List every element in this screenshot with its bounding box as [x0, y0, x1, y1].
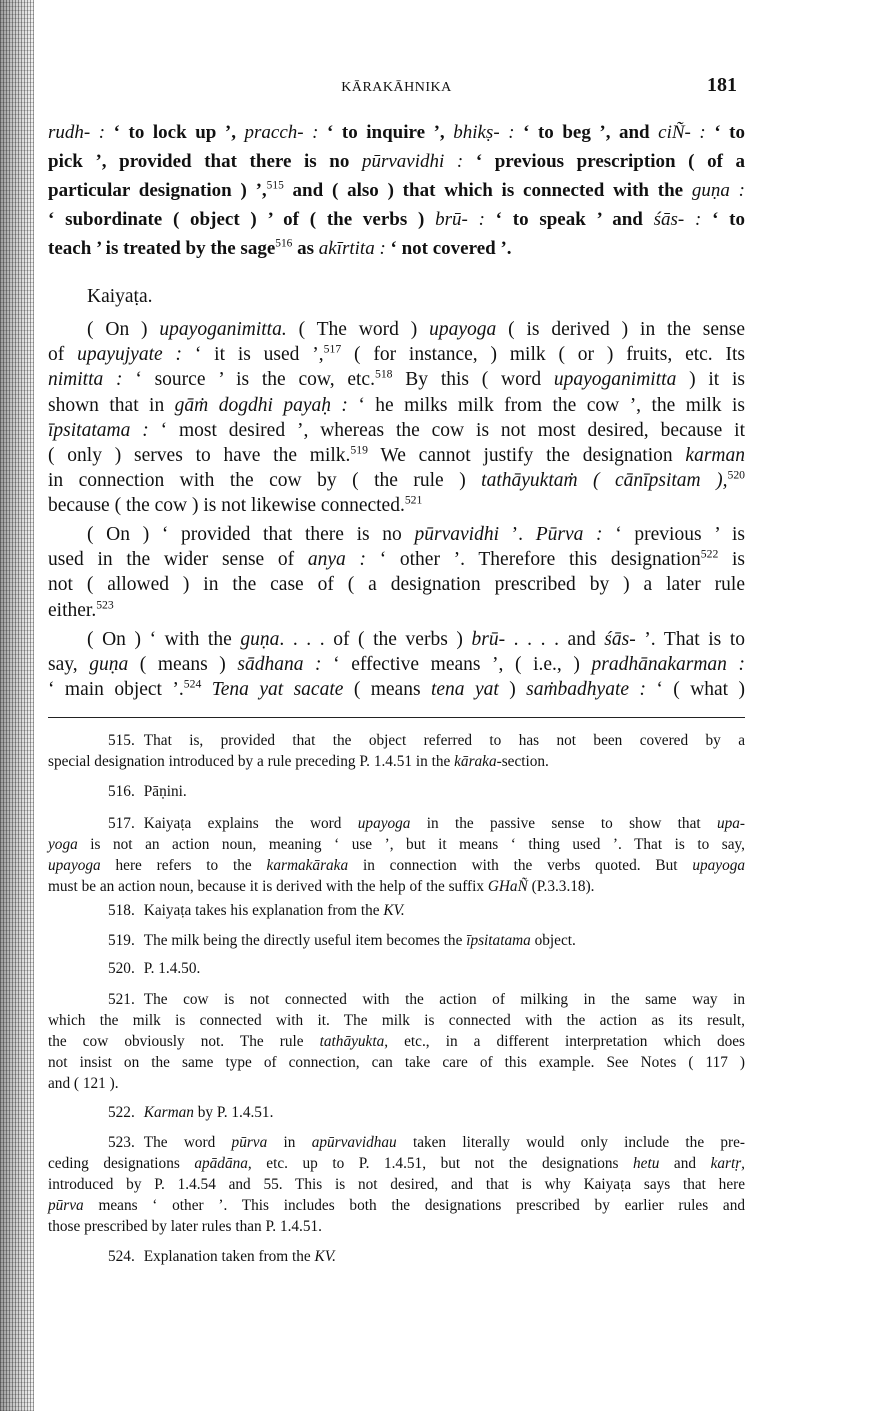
text-run: ( is derived ) in the sense: [496, 319, 745, 340]
italic-text: Tena yat sacate: [211, 679, 344, 701]
text-run: ( On ): [87, 319, 160, 340]
italic-text: gāṁ dogdhi payaḥ :: [174, 394, 359, 416]
text-line: [48, 572, 745, 597]
italic-text: kartṛ,: [710, 1155, 745, 1172]
text-run: The word: [143, 1134, 232, 1151]
italic-text: yoga: [48, 836, 78, 853]
footnote-number: 521.: [108, 991, 135, 1008]
text-run: ( On ) ‘ provided that there is no: [87, 524, 415, 545]
footnote-518: [48, 900, 745, 921]
italic-text: upayoga: [48, 857, 101, 874]
text-run: ‘ to inquire ’,: [327, 122, 454, 143]
italic-text: upayoga: [357, 815, 411, 832]
text-run: of: [48, 344, 78, 366]
text-run: ‘ to beg ’, and: [523, 122, 659, 143]
text-run: ‘ source ’ is the cow, etc.: [135, 369, 375, 391]
italic-text: tathāyukta: [319, 1033, 385, 1050]
text-line: [48, 1052, 745, 1073]
text-line: [48, 930, 745, 951]
footnote-number: 523.: [108, 1134, 135, 1151]
text-run: ’.: [498, 524, 536, 545]
text-run: ‘ not covered ’.: [390, 238, 512, 259]
text-run: is not an action noun, meaning ‘ use ’, but it means ‘ thing used ’. That is to say,: [77, 836, 745, 853]
text-line: [48, 1216, 745, 1237]
text-run: introduced by P. 1.4.54 and 55. This is not desired, and that is why Kaiyaṭa says that here: [48, 1176, 745, 1193]
footnote-ref: 524: [183, 677, 202, 691]
text-line: [48, 1010, 745, 1031]
footnote-ref: 518: [374, 367, 393, 381]
text-run: ‘ to: [712, 209, 745, 230]
italic-text: anya :: [307, 549, 380, 571]
footnote-ref: 516: [275, 237, 293, 250]
text-run: ( The word ): [286, 319, 430, 340]
text-line: [48, 468, 745, 493]
text-run: ‘ to lock up ’,: [113, 122, 245, 143]
italic-text: tathāyuktaṁ ( cānīpsitam ),: [481, 470, 728, 492]
italic-text: guṇa: [89, 654, 129, 676]
text-run: special designation introduced by a rule preceding P. 1.4.51 in the: [48, 753, 455, 770]
footnote-523: [48, 1132, 745, 1237]
text-line: [48, 1102, 745, 1123]
text-run: by P. 1.4.51.: [193, 1104, 274, 1121]
footnote-number: 518.: [108, 902, 135, 919]
footnote-521: [48, 989, 745, 1094]
text-line: [48, 367, 745, 392]
text-run: ‘ ( what ): [656, 679, 746, 701]
text-line: [48, 989, 745, 1010]
text-run: and: [659, 1155, 711, 1172]
text-run: is: [718, 549, 745, 571]
text-run: teach ’ is treated by the sage: [48, 238, 276, 259]
text-run: [201, 679, 211, 700]
italic-text: upayoganimitta: [553, 369, 677, 391]
text-run: which the milk is connected with it. The milk is connected with the action as its result,: [48, 1012, 745, 1029]
text-run: By this ( word: [392, 369, 554, 391]
text-run: ‘ previous ’ is: [615, 524, 745, 545]
italic-text: pūrvavidhi :: [361, 151, 476, 172]
italic-text: ciÑ- :: [658, 122, 715, 143]
text-line: [48, 781, 745, 802]
footnote-ref: 520: [727, 468, 745, 482]
text-run: ‘ previous prescription ( of a: [475, 151, 745, 172]
text-run: ( means ): [128, 654, 238, 676]
text-line: [48, 751, 745, 772]
text-line: [48, 205, 745, 234]
footnote-number: 520.: [108, 960, 135, 977]
text-run: ‘ other ’. Therefore this designation: [379, 549, 701, 571]
footnote-number: 524.: [108, 1248, 135, 1265]
text-line: [48, 958, 745, 979]
text-run: ‘ to speak ’ and: [495, 209, 654, 230]
text-line: [48, 900, 745, 921]
paragraph-continuation: [48, 118, 745, 263]
text-run: because ( the cow ) is not likewise connected.: [48, 495, 405, 517]
footnote-522: [48, 1102, 745, 1123]
text-run: shown that in: [48, 394, 175, 416]
text-run: taken literally would only include the pre-: [396, 1134, 746, 1151]
footnote-ref: 515: [266, 179, 284, 192]
text-run: those prescribed by later rules than P. 1.4.51.: [48, 1218, 323, 1235]
text-run: object.: [530, 932, 576, 949]
text-run: in the passive sense to show that: [410, 815, 717, 832]
section-heading: Kaiyaṭa.: [87, 286, 153, 307]
text-line: [48, 627, 745, 652]
text-run: Kaiyaṭa explains the word: [143, 815, 358, 832]
italic-text: akīrtita :: [318, 238, 391, 259]
text-line: [48, 1174, 745, 1195]
text-run: and ( 121 ).: [48, 1075, 119, 1092]
italic-text: upayoganimitta.: [159, 319, 287, 340]
italic-text: śās-: [604, 629, 636, 650]
text-run: either.: [48, 599, 97, 621]
page-header: [48, 74, 745, 100]
text-line: [48, 1073, 745, 1094]
text-run: in connection with the cow by ( the rule ): [48, 470, 482, 492]
text-line: [48, 234, 745, 263]
text-line: [48, 176, 745, 205]
text-run: in: [267, 1134, 312, 1151]
text-run: P. 1.4.50.: [143, 960, 201, 977]
text-line: [48, 1195, 745, 1216]
italic-text: apādāna: [194, 1155, 248, 1172]
text-run: The cow is not connected with the action of milking in the same way in: [143, 991, 745, 1008]
italic-text: Pūrva :: [535, 524, 616, 545]
text-run: Pāṇini.: [143, 783, 187, 800]
footnote-517: [48, 813, 745, 897]
footnote-520: [48, 958, 745, 979]
text-line: [48, 813, 745, 834]
running-title: KĀRAKĀHNIKA: [341, 80, 452, 95]
text-run: ‘ it is used ’,: [194, 344, 324, 366]
text-run: in connection with the verbs quoted. But: [348, 857, 693, 874]
text-run: ’. That is to: [635, 629, 745, 650]
text-run: used in the wider sense of: [48, 549, 308, 571]
italic-text: upayoga: [692, 857, 746, 874]
footnote-ref: 519: [350, 443, 368, 457]
italic-text: apūrvavidhau: [311, 1134, 397, 1151]
text-run: . . . . of ( the verbs ): [279, 629, 472, 650]
text-run: ‘ main object ’.: [48, 679, 184, 701]
page-number: 181: [707, 74, 737, 96]
italic-text: brū- :: [435, 209, 496, 230]
paragraph-guna: [48, 627, 745, 703]
footnote-number: 517.: [108, 815, 135, 832]
text-run: . . . . and: [505, 629, 605, 650]
italic-text: GHaÑ: [487, 878, 528, 895]
text-line: [48, 342, 745, 367]
text-line: [48, 652, 745, 677]
text-run: (P.3.3.18).: [527, 878, 595, 895]
italic-text: KV.: [314, 1248, 336, 1265]
footnote-number: 516.: [108, 783, 135, 800]
italic-text: upayujyate :: [77, 344, 195, 366]
footnote-ref: 523: [96, 598, 114, 612]
text-line: [48, 876, 745, 897]
text-run: -section.: [496, 753, 549, 770]
text-run: ) it is: [676, 369, 746, 391]
footnote-number: 519.: [108, 932, 135, 949]
text-line: [48, 730, 745, 751]
text-run: ( for instance, ) milk ( or ) fruits, etc. Its: [341, 344, 746, 366]
text-line: [48, 1153, 745, 1174]
text-line: [48, 1132, 745, 1153]
text-run: particular designation ) ’,: [48, 180, 267, 201]
paragraph-upayoganimitta: [48, 317, 745, 519]
text-run: ‘ to: [714, 122, 746, 143]
text-run: means ‘ other ’. This includes both the designations prescribed by earlier rules and: [83, 1197, 745, 1214]
text-run: ( only ) serves to have the milk.: [48, 444, 351, 466]
text-line: [48, 522, 745, 547]
italic-text: KV.: [383, 902, 405, 919]
footnote-524: [48, 1246, 745, 1267]
italic-text: īpsitatama :: [48, 419, 161, 441]
text-line: [48, 547, 745, 572]
text-run: Kaiyaṭa takes his explanation from the: [143, 902, 384, 919]
italic-text: hetu: [633, 1155, 660, 1172]
italic-text: Karman: [143, 1104, 194, 1121]
text-line: [48, 147, 745, 176]
text-run: That is, provided that the object referred to has not been covered by a: [143, 732, 745, 749]
text-run: Explanation taken from the: [143, 1248, 315, 1265]
footnote-515: [48, 730, 745, 772]
footnote-number: 522.: [108, 1104, 135, 1121]
italic-text: pradhānakarman :: [591, 654, 745, 676]
italic-text: karman: [685, 444, 745, 466]
text-run: ): [498, 679, 527, 701]
text-line: [48, 118, 745, 147]
text-run: must be an action noun, because it is derived with the help of the suffix: [48, 878, 488, 895]
italic-text: rudh- :: [48, 122, 114, 143]
italic-text: guṇa :: [691, 180, 746, 201]
text-run: , etc., in a different interpretation which does: [384, 1033, 745, 1050]
text-run: as: [292, 238, 319, 259]
italic-text: upa-: [716, 815, 745, 832]
text-run: not insist on the same type of connection, can take care of this example. See Notes ( 117 ): [48, 1054, 745, 1071]
text-line: [48, 493, 745, 518]
text-line: [48, 1031, 745, 1052]
text-run: here refers to the: [100, 857, 267, 874]
text-line: [48, 443, 745, 468]
italic-text: brū-: [471, 629, 506, 650]
text-run: ( On ) ‘ with the: [87, 629, 241, 650]
italic-text: guṇa: [240, 629, 280, 650]
text-line: [48, 677, 745, 702]
text-line: [48, 317, 745, 342]
text-run: ‘ most desired ’, whereas the cow is not most desired, because it: [160, 419, 745, 441]
footnote-number: 515.: [108, 732, 135, 749]
text-line: [48, 834, 745, 855]
text-run: ‘ effective means ’, ( i.e., ): [333, 654, 592, 676]
text-line: [48, 418, 745, 443]
italic-text: pūrva: [231, 1134, 268, 1151]
footnote-ref: 521: [404, 493, 423, 507]
italic-text: pracch- :: [244, 122, 328, 143]
text-run: pick ’, provided that there is no: [48, 151, 362, 172]
italic-text: pūrva: [48, 1197, 84, 1214]
text-line: [48, 598, 745, 623]
italic-text: sādhana :: [237, 654, 334, 676]
text-run: We cannot justify the designation: [367, 444, 686, 466]
text-run: , etc. up to P. 1.4.51, but not the designations: [247, 1155, 634, 1172]
footnote-ref: 517: [323, 342, 342, 356]
footnote-divider: [48, 717, 745, 718]
text-line: [48, 1246, 745, 1267]
italic-text: pūrvavidhi: [414, 524, 499, 545]
italic-text: upayoga: [429, 319, 497, 340]
text-line: [48, 393, 745, 418]
footnote-519: [48, 930, 745, 951]
text-line: [48, 855, 745, 876]
italic-text: kāraka: [454, 753, 497, 770]
text-run: The milk being the directly useful item becomes the: [143, 932, 467, 949]
italic-text: śās- :: [653, 209, 713, 230]
text-run: and ( also ) that which is connected with the: [283, 180, 692, 201]
text-run: the cow obviously not. The rule: [48, 1033, 320, 1050]
text-run: ‘ subordinate ( object ) ’ of ( the verbs ): [48, 209, 436, 230]
text-run: ( means: [343, 679, 431, 701]
text-run: say,: [48, 654, 90, 676]
italic-text: īpsitatama: [466, 932, 531, 949]
italic-text: tena yat: [430, 679, 499, 701]
text-run: not ( allowed ) in the case of ( a designation prescribed by ) a later rule: [48, 574, 745, 596]
scan-edge-shadow: [0, 0, 34, 1411]
footnote-ref: 522: [700, 547, 719, 561]
paragraph-purvavidhi: [48, 522, 745, 623]
italic-text: saṁbadhyate :: [526, 679, 657, 701]
italic-text: karmakāraka: [266, 857, 349, 874]
footnote-516: [48, 781, 745, 802]
text-run: ceding designations: [48, 1155, 195, 1172]
italic-text: nimitta :: [48, 369, 136, 391]
italic-text: bhikṣ- :: [453, 122, 524, 143]
text-run: ‘ he milks milk from the cow ’, the milk is: [358, 394, 745, 416]
